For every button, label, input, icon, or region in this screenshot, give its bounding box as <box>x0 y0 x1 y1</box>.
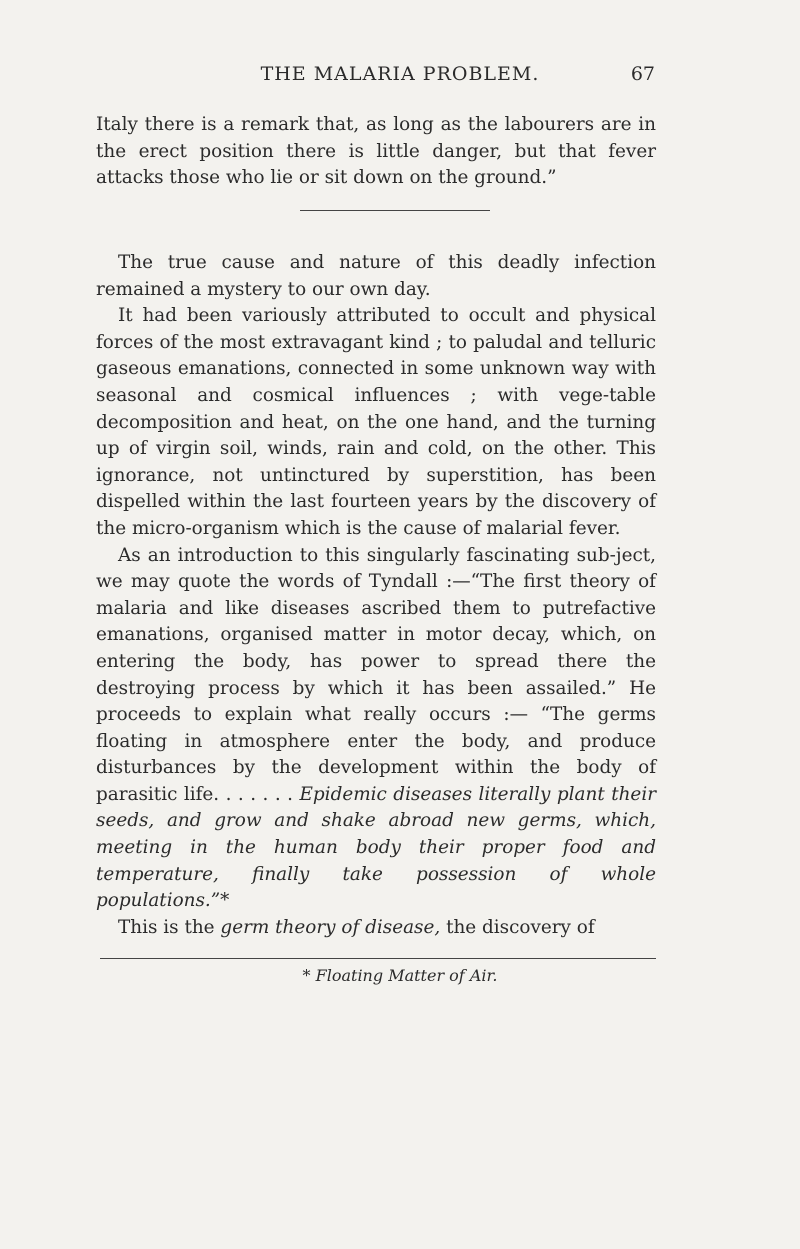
quotation-text: Italy there is a remark that, as long as the labourers are in the erect position there is little danger, but that fever attacks those who lie or sit down on the ground.” <box>96 114 656 189</box>
paragraph-3-italic: Epidemic diseases literally plant their seeds, and grow and shake abroad new germs, which, meeting in the human body their proper food and temperature, finally take possession of whole populations.”* <box>96 783 656 912</box>
footnote-rule <box>100 958 656 959</box>
paragraph-4-text-a: This is the <box>118 916 215 938</box>
paragraph-4-italic: germ theory of disease, <box>220 916 441 938</box>
paragraph-1: The true cause and nature of this deadly infection remained a mystery to our own day. <box>96 252 656 300</box>
main-text <box>96 250 656 941</box>
footnote: * Floating Matter of Air. <box>302 966 498 985</box>
paragraph-4-text-b: the discovery of <box>446 916 595 938</box>
quotation-continuation <box>96 112 656 192</box>
paragraph-2: It had been variously attributed to occult and physical forces of the most extravagant kind ; to paludal and telluric gaseous emanations, connected in some unknown way with seasonal and cosmical influences ; with vege-table decomposition and heat, on the one hand, and the turning up of virgin soil, winds, rain and cold, on the other. This ignorance, not untinctured by superstition, has been dispelled within the last fourteen years by the discovery of the micro-organism which is the cause of malarial fever. <box>96 305 656 539</box>
running-head <box>0 63 800 91</box>
paragraph-3 <box>96 543 656 915</box>
running-title: THE MALARIA PROBLEM. <box>260 63 540 85</box>
section-divider <box>300 210 490 211</box>
paragraph-3-text: As an introduction to this singularly fascinating sub-ject, we may quote the words of Tyndall :—“The first theory of malaria and like diseases ascribed them to putrefactive emanations, organised matter in motor decay, which, on entering the body, has power to spread there the destroying process by which it has been assailed.” He proceeds to explain what really occurs :— “The germs floating in atmosphere enter the body, and produce disturbances by the development within the body of parasitic life. . . . . . . <box>96 544 656 805</box>
paragraph-4 <box>96 915 656 942</box>
page-number: 67 <box>630 63 655 85</box>
